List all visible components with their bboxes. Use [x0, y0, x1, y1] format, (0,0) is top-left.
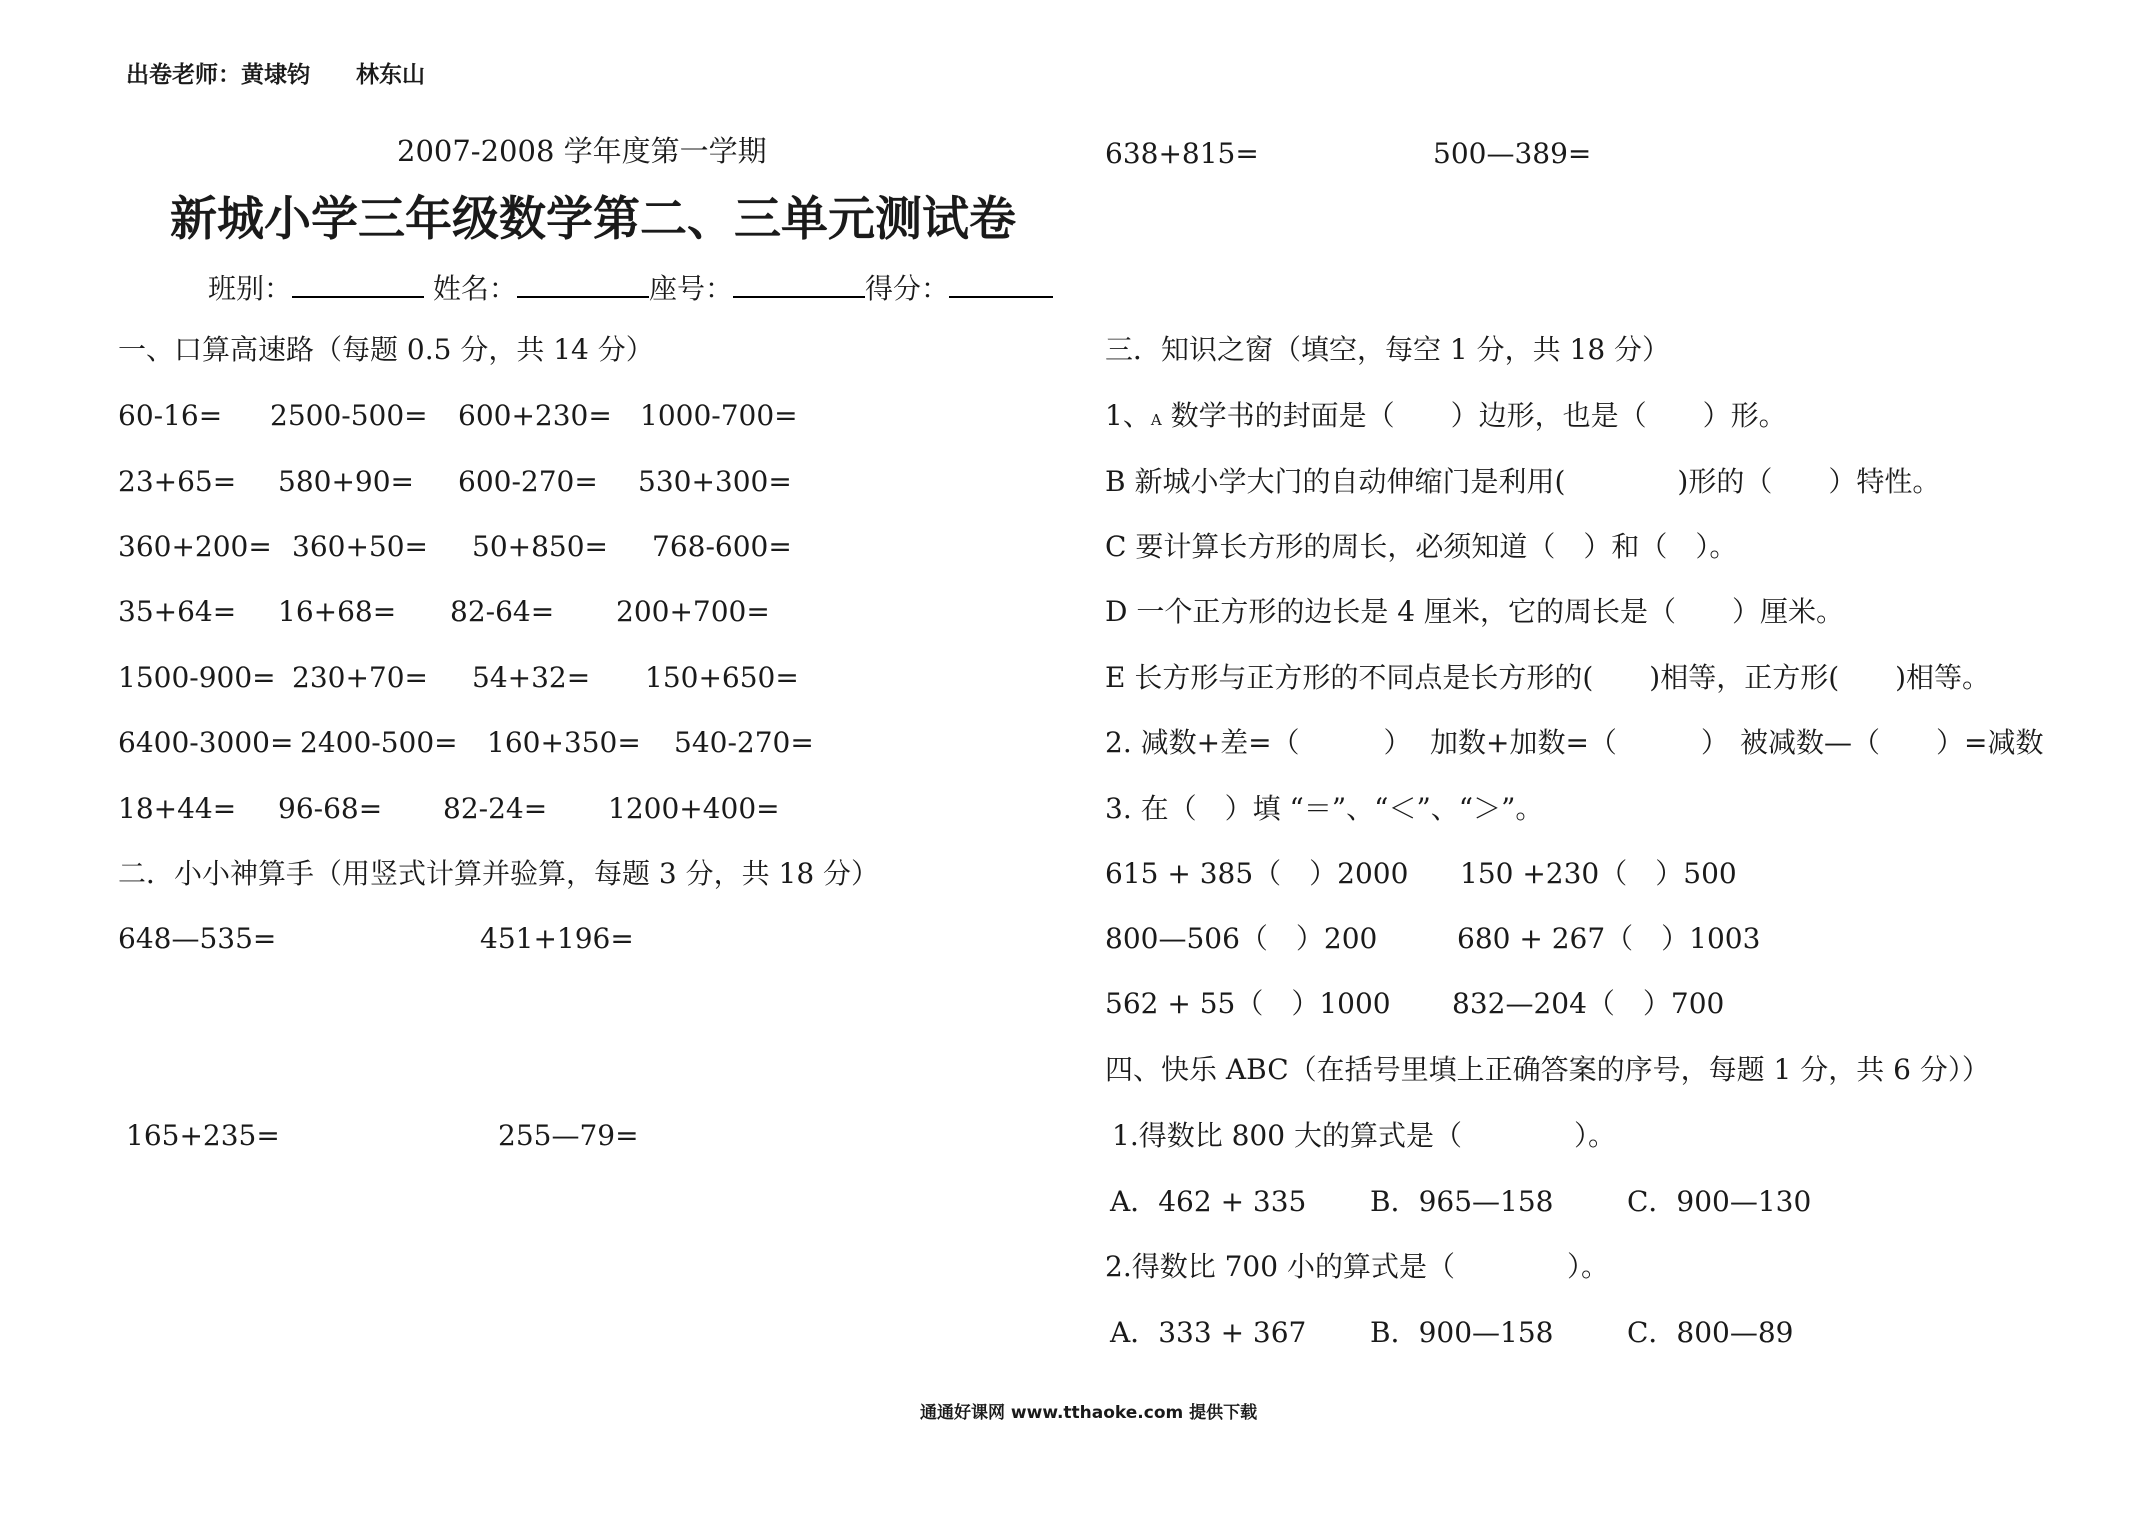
- choice-option: B．965—158: [1370, 1185, 1554, 1218]
- oral-item: 16+68=: [278, 595, 397, 628]
- oral-item: 6400-3000=: [118, 726, 294, 759]
- name-label: 姓名：: [432, 272, 517, 305]
- oral-item: 580+90=: [278, 465, 414, 498]
- choice-option: A．333 + 367: [1110, 1316, 1307, 1349]
- compare-item: 832—204（ ）700: [1452, 987, 1725, 1020]
- oral-item: 540-270=: [674, 726, 814, 759]
- oral-item: 50+850=: [472, 530, 608, 563]
- oral-item: 35+64=: [118, 595, 237, 628]
- choice-option: A．462 + 335: [1110, 1185, 1307, 1218]
- section2-heading: 二．小小神算手（用竖式计算并验算，每题 3 分，共 18 分）: [118, 857, 880, 890]
- oral-item: 768-600=: [652, 530, 792, 563]
- oral-item: 1000-700=: [640, 399, 798, 432]
- oral-item: 2500-500=: [270, 399, 428, 432]
- student-info-line: [208, 270, 1053, 303]
- fill-question: C 要计算长方形的周长，必须知道（ ）和（ ）。: [1105, 530, 1738, 563]
- fill-question: [1105, 399, 1787, 432]
- score-label: 得分：: [864, 272, 949, 305]
- q1-prefix: 1、: [1105, 399, 1151, 432]
- author-line: 出卷老师：黄埭钧 林东山: [126, 62, 425, 88]
- name-blank[interactable]: [517, 270, 649, 298]
- choice-option: C．900—130: [1627, 1185, 1812, 1218]
- written-calc-item: 500—389=: [1433, 137, 1592, 170]
- q1-text: 数学书的封面是（ ）边形，也是（ ）形。: [1170, 399, 1787, 432]
- oral-item: 230+70=: [292, 661, 428, 694]
- compare-item: 150 +230（ ）500: [1460, 857, 1737, 890]
- oral-item: 18+44=: [118, 792, 237, 825]
- oral-item: 54+32=: [472, 661, 591, 694]
- oral-item: 82-24=: [443, 792, 548, 825]
- written-calc-item: 451+196=: [480, 922, 634, 955]
- section1-heading: 一、口算高速路（每题 0.5 分，共 14 分）: [118, 333, 654, 366]
- q1-sub-a: A: [1150, 411, 1162, 429]
- oral-item: 2400-500=: [300, 726, 458, 759]
- oral-item: 96-68=: [278, 792, 383, 825]
- class-label: 班别：: [208, 272, 293, 305]
- oral-item: 1500-900=: [118, 661, 276, 694]
- compare-item: 800—506（ ）200: [1105, 922, 1378, 955]
- fill-question: D 一个正方形的边长是 4 厘米，它的周长是（ ）厘米。: [1105, 595, 1844, 628]
- written-calc-item: 638+815=: [1105, 137, 1259, 170]
- footer-credit: 通通好课网 www.tthaoke.com 提供下载: [920, 1403, 1258, 1423]
- written-calc-item: 255—79=: [498, 1119, 639, 1152]
- compare-item: 615 + 385（ ）2000: [1105, 857, 1409, 890]
- compare-item: 680 + 267（ ）1003: [1457, 922, 1761, 955]
- choice-option: C．800—89: [1627, 1316, 1794, 1349]
- oral-item: 82-64=: [450, 595, 555, 628]
- oral-item: 160+350=: [487, 726, 641, 759]
- compare-instruction: 3. 在（ ）填 “＝”、“＜”、“＞”。: [1105, 792, 1544, 825]
- term-title: 2007-2008 学年度第一学期: [397, 134, 767, 168]
- class-blank[interactable]: [292, 270, 424, 298]
- oral-item: 200+700=: [616, 595, 770, 628]
- oral-item: 360+50=: [292, 530, 428, 563]
- seat-blank[interactable]: [733, 270, 865, 298]
- choice-question: 1.得数比 800 大的算式是（ ）。: [1112, 1119, 1616, 1152]
- oral-item: 23+65=: [118, 465, 237, 498]
- page-title: 新城小学三年级数学第二、三单元测试卷: [170, 192, 1016, 247]
- oral-item: 150+650=: [645, 661, 799, 694]
- written-calc-item: 165+235=: [126, 1119, 280, 1152]
- seat-label: 座号：: [648, 272, 733, 305]
- oral-item: 1200+400=: [608, 792, 780, 825]
- fill-question: 2. 减数+差=（ ）: [1105, 726, 1412, 759]
- score-blank[interactable]: [949, 270, 1053, 298]
- choice-option: B．900—158: [1370, 1316, 1554, 1349]
- fill-question: B 新城小学大门的自动伸缩门是利用( )形的（ ）特性。: [1105, 465, 1941, 498]
- section4-heading: 四、快乐 ABC（在括号里填上正确答案的序号，每题 1 分，共 6 分））: [1105, 1053, 1990, 1086]
- choice-question: 2.得数比 700 小的算式是（ ）。: [1105, 1250, 1609, 1283]
- oral-item: 360+200=: [118, 530, 272, 563]
- oral-item: 530+300=: [638, 465, 792, 498]
- written-calc-item: 648—535=: [118, 922, 277, 955]
- oral-item: 600+230=: [458, 399, 612, 432]
- compare-item: 562 + 55（ ）1000: [1105, 987, 1391, 1020]
- fill-question: E 长方形与正方形的不同点是长方形的( )相等，正方形( )相等。: [1105, 661, 1991, 694]
- oral-item: 60-16=: [118, 399, 223, 432]
- fill-question: 被减数—（ ）=减数: [1740, 726, 2044, 759]
- fill-question: 加数+加数=（ ）: [1430, 726, 1729, 759]
- oral-item: 600-270=: [458, 465, 598, 498]
- section3-heading: 三．知识之窗（填空，每空 1 分，共 18 分）: [1105, 333, 1671, 366]
